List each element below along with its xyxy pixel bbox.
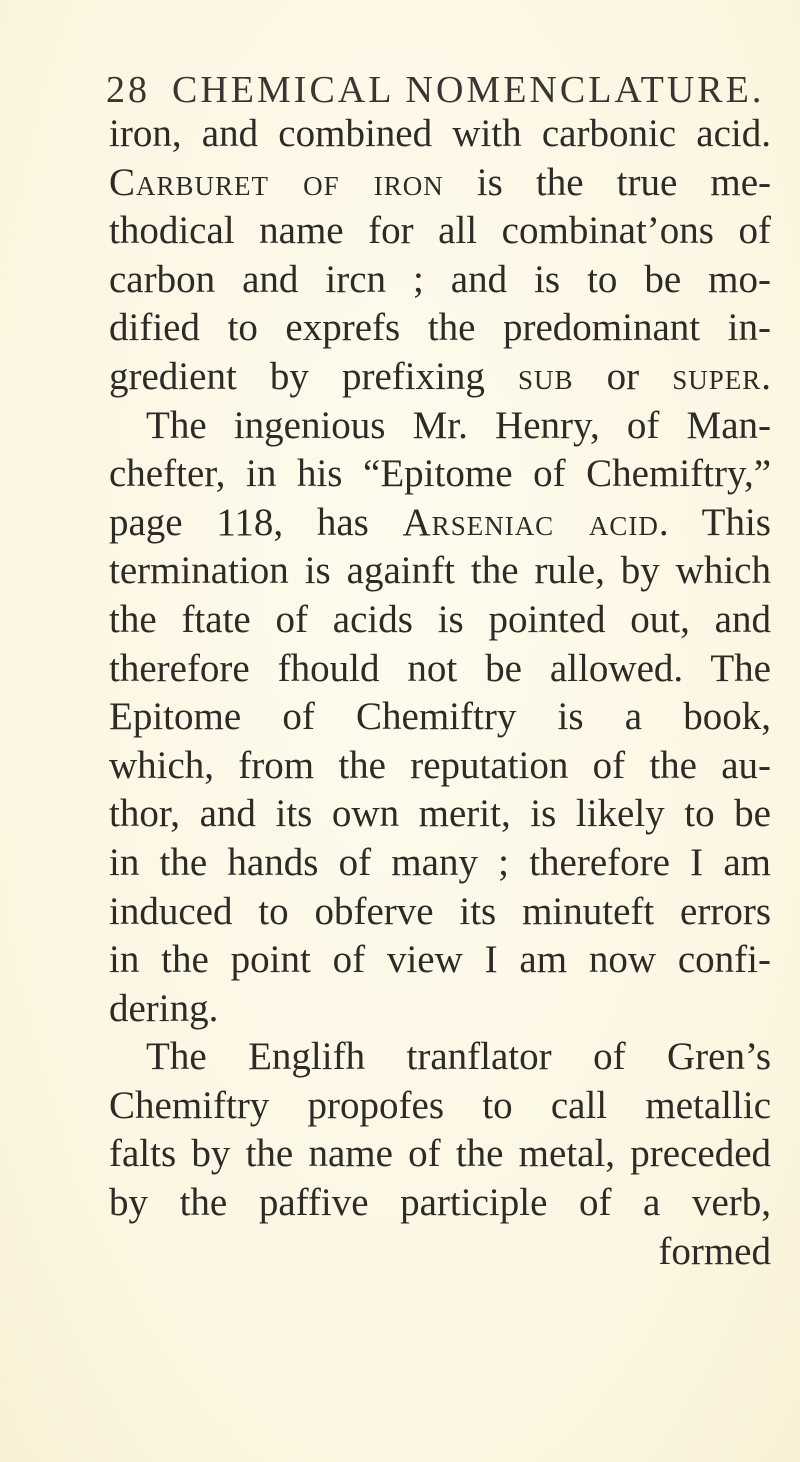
running-header [106, 68, 764, 112]
text-line: formed [658, 1229, 771, 1273]
text-line: by the paffive participle of a verb, [109, 1181, 771, 1225]
running-title: CHEMICAL NOMENCLATURE. [172, 69, 765, 111]
text-line: therefore fhould not be allowed. The [109, 646, 771, 690]
text-line: Carburet of iron is the true me- [109, 160, 771, 204]
text-line: page 118, has Arseniac acid. This [109, 500, 771, 544]
text-line: iron, and combined with carbonic acid. [109, 112, 771, 155]
text-line: in the point of view I am now confi- [109, 938, 771, 982]
text-line: falts by the name of the metal, preceded [109, 1132, 771, 1176]
text-line: chefter, in his “Epitome of Chemiftry,” [109, 452, 771, 496]
text-line: dering. [109, 986, 219, 1030]
text-line: thodical name for all combinat’ons of [109, 209, 771, 253]
text-line: Chemiftry propofes to call metallic [109, 1083, 771, 1127]
text-line: The ingenious Mr. Henry, of Man- [146, 403, 771, 447]
text-line: The Englifh tranflator of Gren’s [146, 1035, 771, 1079]
text-line: termination is againft the rule, by which [109, 549, 771, 593]
text-line: gredient by prefixing sub or super. [109, 354, 771, 398]
text-line: carbon and ircn ; and is to be mo- [109, 257, 771, 301]
text-line: dified to exprefs the predominant in- [109, 306, 771, 350]
text-line: Epitome of Chemiftry is a book, [109, 695, 771, 739]
text-line: in the hands of many ; therefore I am [109, 840, 771, 884]
text-line: thor, and its own merit, is likely to be [109, 792, 771, 836]
body-text [109, 110, 771, 1276]
text-line: induced to obferve its minuteft errors [109, 889, 771, 933]
page-number: 28 [106, 69, 150, 111]
text-line: the ftate of acids is pointed out, and [109, 597, 771, 641]
text-line: which, from the reputation of the au- [109, 743, 771, 787]
